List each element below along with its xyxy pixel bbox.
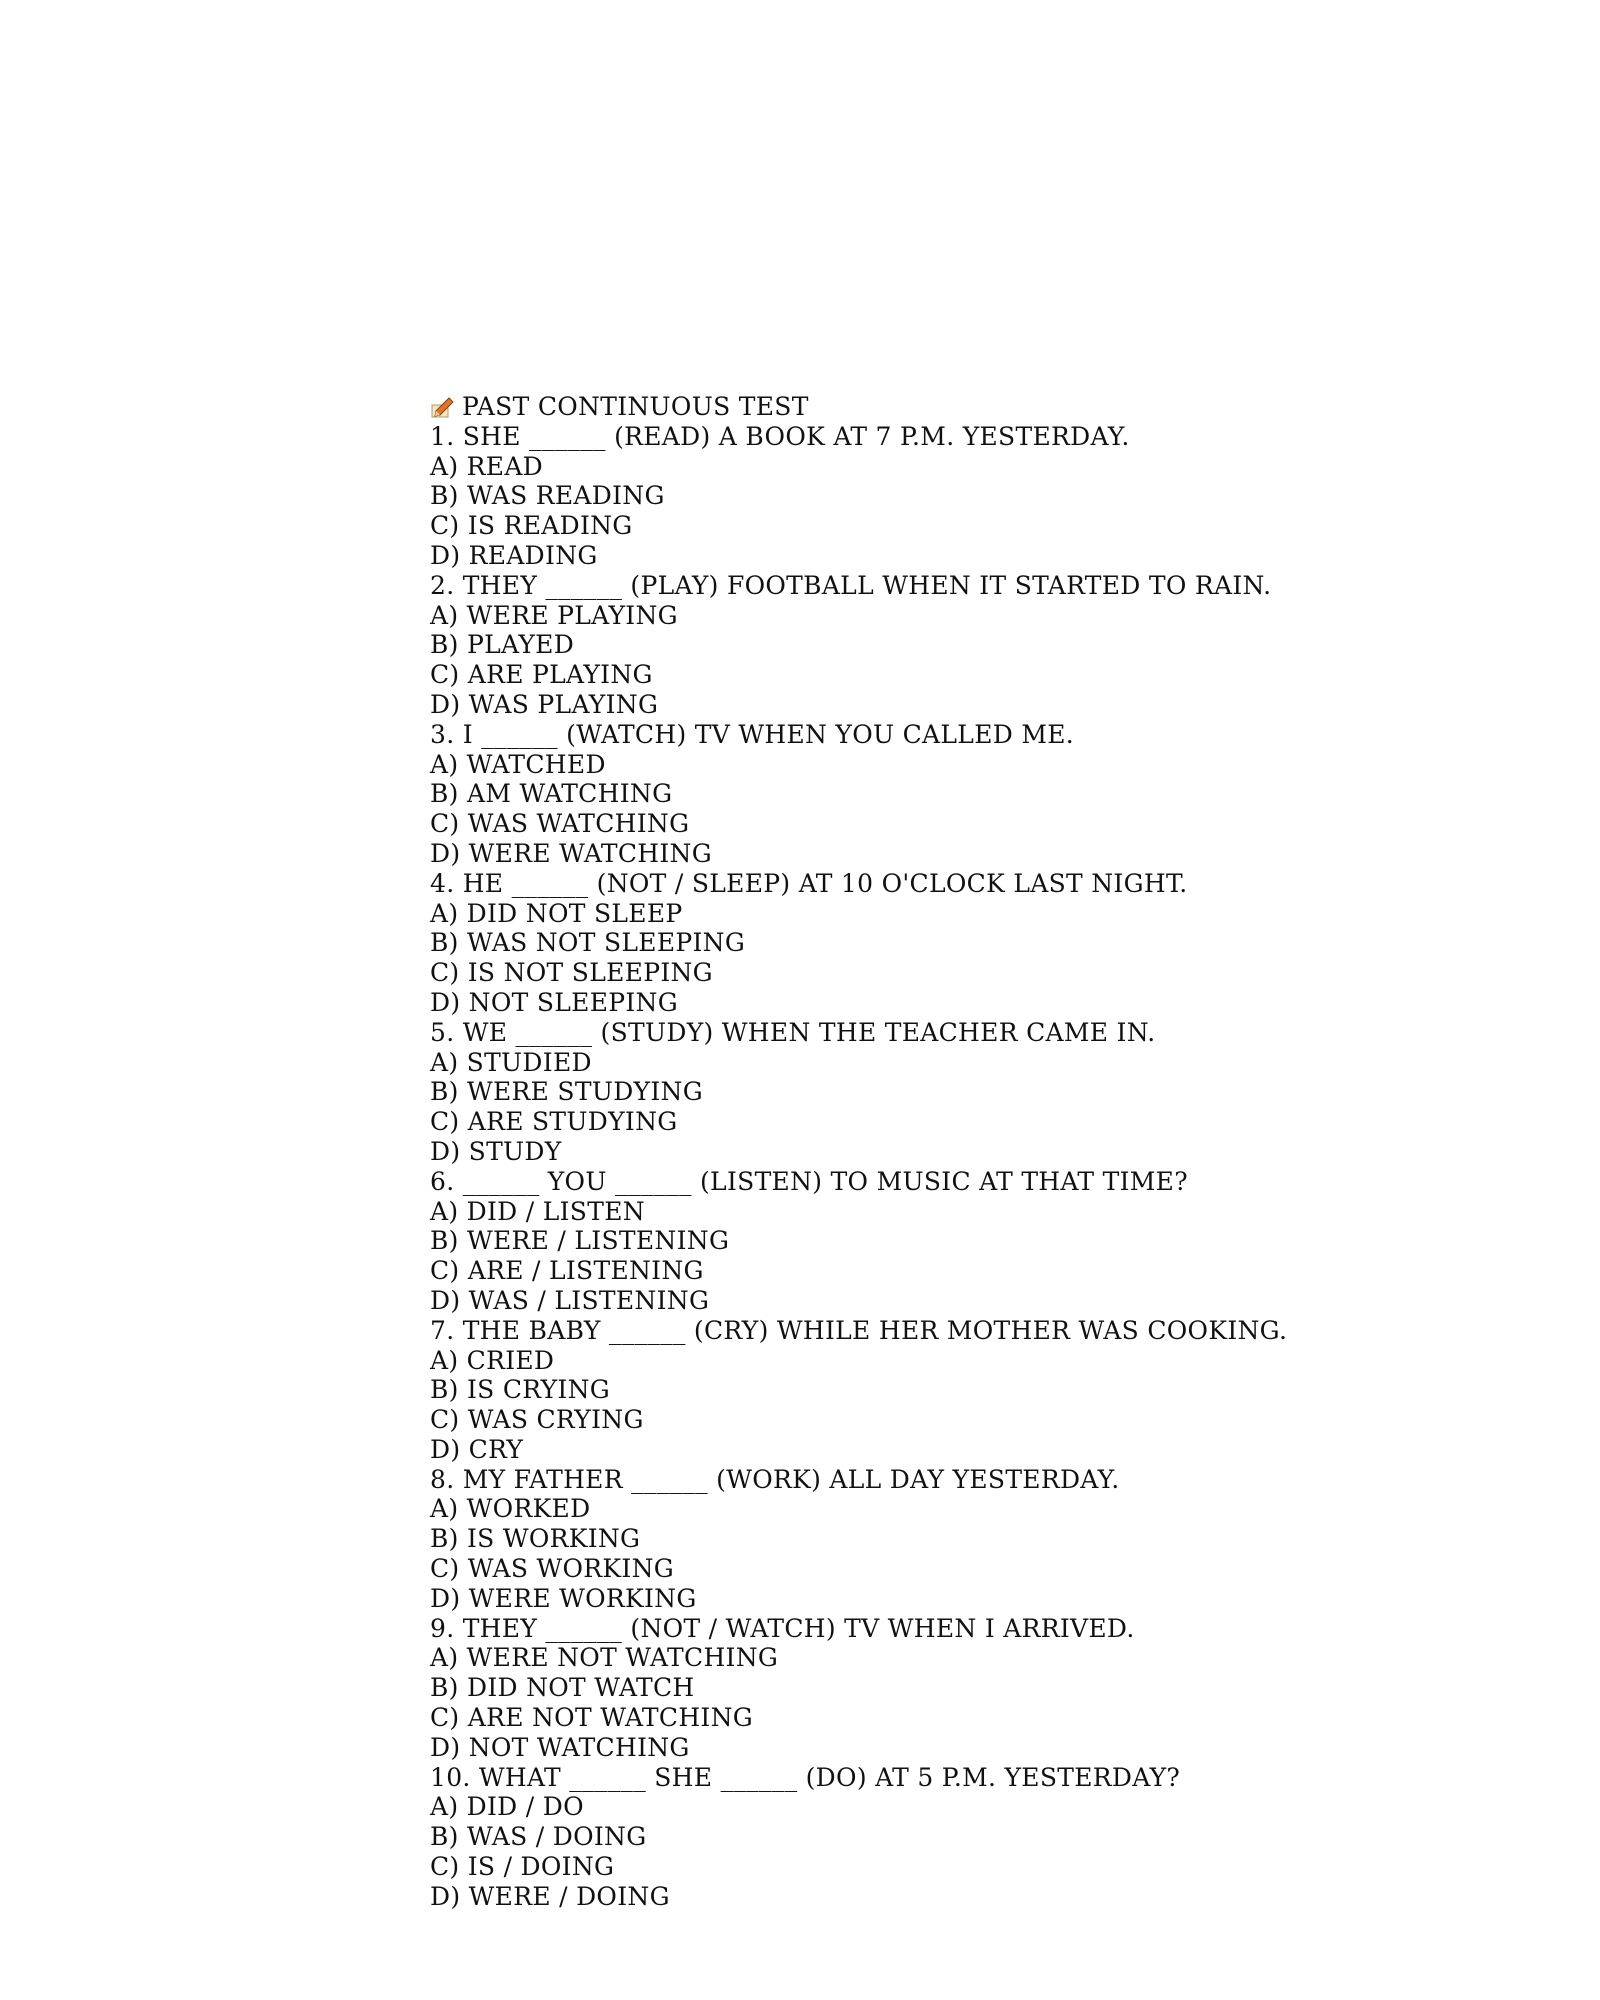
answer-option: C) ARE STUDYING: [430, 1107, 678, 1137]
question-text: 8. MY FATHER ______ (WORK) ALL DAY YESTERDAY.: [430, 1464, 1120, 1494]
answer-option: A) WORKED: [430, 1494, 591, 1524]
question-4: [430, 869, 1410, 1018]
memo-pencil-icon: [430, 396, 454, 418]
answer-option: A) DID / DO: [430, 1792, 584, 1822]
answer-option: B) DID NOT WATCH: [430, 1673, 695, 1703]
answer-option: D) WERE / DOING: [430, 1881, 670, 1911]
answer-option: A) CRIED: [430, 1345, 555, 1375]
answer-option: A) DID NOT SLEEP: [430, 898, 683, 928]
answer-option: A) READ: [430, 451, 544, 481]
answer-option: D) WAS PLAYING: [430, 689, 659, 719]
answer-option: B) AM WATCHING: [430, 779, 673, 809]
answer-option: B) IS WORKING: [430, 1524, 641, 1554]
answer-option: C) WAS CRYING: [430, 1405, 644, 1435]
answer-option: B) PLAYED: [430, 630, 575, 660]
test-title-row: [430, 392, 1410, 422]
question-6: [430, 1167, 1410, 1316]
page-title: PAST CONTINUOUS TEST: [462, 392, 809, 421]
answer-option: B) WERE / LISTENING: [430, 1226, 730, 1256]
question-text: 1. SHE ______ (READ) A BOOK AT 7 P.M. YESTERDAY.: [430, 421, 1130, 451]
answer-option: B) WAS READING: [430, 481, 665, 511]
answer-option: D) WERE WATCHING: [430, 838, 712, 868]
answer-option: A) WERE NOT WATCHING: [430, 1643, 779, 1673]
question-text: 3. I ______ (WATCH) TV WHEN YOU CALLED ME.: [430, 719, 1075, 749]
question-5: [430, 1018, 1410, 1167]
answer-option: C) ARE / LISTENING: [430, 1256, 704, 1286]
answer-option: D) NOT WATCHING: [430, 1732, 690, 1762]
question-text: 4. HE ______ (NOT / SLEEP) AT 10 O'CLOCK LAST NIGHT.: [430, 868, 1188, 898]
answer-option: C) IS / DOING: [430, 1852, 615, 1882]
answer-option: C) ARE PLAYING: [430, 660, 653, 690]
answer-option: A) WERE PLAYING: [430, 600, 678, 630]
answer-option: D) WERE WORKING: [430, 1583, 697, 1613]
question-10: [430, 1763, 1410, 1912]
answer-option: D) WAS / LISTENING: [430, 1285, 710, 1315]
question-3: [430, 720, 1410, 869]
answer-option: B) WAS / DOING: [430, 1822, 647, 1852]
question-7: [430, 1316, 1410, 1465]
question-2: [430, 571, 1410, 720]
question-8: [430, 1465, 1410, 1614]
question-text: 10. WHAT ______ SHE ______ (DO) AT 5 P.M. YESTERDAY?: [430, 1762, 1181, 1792]
question-text: 9. THEY ______ (NOT / WATCH) TV WHEN I ARRIVED.: [430, 1613, 1135, 1643]
answer-option: A) STUDIED: [430, 1047, 592, 1077]
answer-option: C) WAS WATCHING: [430, 809, 690, 839]
answer-option: A) DID / LISTEN: [430, 1196, 645, 1226]
question-9: [430, 1614, 1410, 1763]
test-document: [430, 392, 1410, 1912]
answer-option: D) NOT SLEEPING: [430, 987, 679, 1017]
answer-option: C) WAS WORKING: [430, 1554, 675, 1584]
answer-option: A) WATCHED: [430, 749, 606, 779]
answer-option: C) IS READING: [430, 511, 633, 541]
answer-option: C) ARE NOT WATCHING: [430, 1703, 754, 1733]
question-text: 2. THEY ______ (PLAY) FOOTBALL WHEN IT STARTED TO RAIN.: [430, 570, 1272, 600]
answer-option: D) STUDY: [430, 1136, 562, 1166]
answer-option: B) IS CRYING: [430, 1375, 611, 1405]
question-text: 5. WE ______ (STUDY) WHEN THE TEACHER CAME IN.: [430, 1017, 1156, 1047]
question-text: 6. ______ YOU ______ (LISTEN) TO MUSIC AT THAT TIME?: [430, 1166, 1188, 1196]
answer-option: D) READING: [430, 540, 598, 570]
answer-option: C) IS NOT SLEEPING: [430, 958, 713, 988]
answer-option: D) CRY: [430, 1434, 524, 1464]
question-1: [430, 422, 1410, 571]
question-text: 7. THE BABY ______ (CRY) WHILE HER MOTHER WAS COOKING.: [430, 1315, 1288, 1345]
answer-option: B) WAS NOT SLEEPING: [430, 928, 746, 958]
answer-option: B) WERE STUDYING: [430, 1077, 703, 1107]
